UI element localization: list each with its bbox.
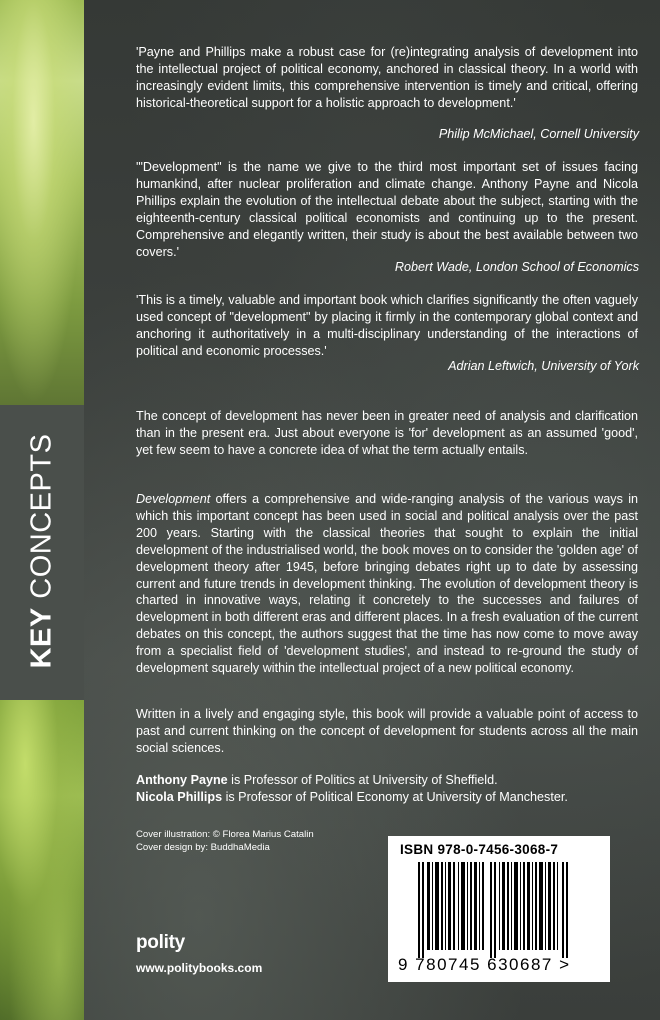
description-paragraph-2 — [136, 491, 638, 677]
review-attribution-3: Adrian Leftwich, University of York — [448, 359, 639, 373]
description-paragraph-1: The concept of development has never been in greater need of analysis and clarification than in the present era. Just about everyone is 'for' development as an assumed 'good', yet few seem to have a concrete idea of what the term actually entails. — [136, 409, 638, 457]
design-credit: Cover design by: BuddhaMedia — [136, 842, 270, 853]
barcode-icon — [418, 862, 570, 958]
description-paragraph-2-body: offers a comprehensive and wide-ranging analysis of the various ways in which this important concept has been used in social and political analysis over the past 200 years. Starting with the classical theories that sought to explain the initial development of the industrialised world, the book moves on to consider the 'golden age' of development theory after 1945, before bringing debates right up to date by assessing current and future trends in development thinking. The evolution of development theory is charted in innovative ways, relating it concretely to the successes and failures of development in both different eras and different places. In a fresh evaluation of the current debates on this concept, the authors suggest that the time has now come to move away from a specialist field of 'development studies', and instead to re-ground the study of development squarely within the intellectual project of a new political economy. — [136, 492, 638, 676]
author-bio-2 — [136, 789, 638, 806]
review-quote-3: 'This is a timely, valuable and important book which clarifies significantly the often vaguely used concept of "development" by placing it firmly in the contemporary global context and anchoring it authoritatively in a multi-disciplinary understanding of the interactions of political and economic processes.' — [136, 293, 638, 358]
book-title: Development — [136, 492, 211, 506]
author-bio-2-text: is Professor of Political Economy at University of Manchester. — [222, 790, 568, 804]
cover-credits — [136, 828, 314, 854]
review-attribution-2: Robert Wade, London School of Economics — [394, 260, 639, 274]
barcode-digits: 9 780745 630687 > — [398, 955, 571, 974]
spine-leaf-image-top — [0, 0, 84, 405]
illustration-credit: Cover illustration: © Florea Marius Catalin — [136, 829, 314, 840]
author-name-1: Anthony Payne — [136, 773, 228, 787]
publisher-website: www.politybooks.com — [136, 961, 263, 975]
review-quote-2: '"Development" is the name we give to the third most important set of issues facing humankind, after nuclear proliferation and climate change. Anthony Payne and Nicola Phillips explain the evolution of the intellectual debate about the subject, starting with the eighteenth-century classical political economists and continuing up to the present. Comprehensive and elegantly written, their study is about the best available between two covers.' — [136, 160, 638, 259]
author-bio-1-text: is Professor of Politics at University of Sheffield. — [227, 773, 498, 787]
publisher-logo: polity — [136, 932, 185, 953]
series-label — [26, 434, 59, 669]
series-label-strong: KEY — [25, 607, 58, 669]
isbn-label: ISBN 978-0-7456-3068-7 — [400, 842, 559, 857]
author-name-2: Nicola Phillips — [136, 790, 223, 804]
review-attribution-1: Philip McMichael, Cornell University — [438, 127, 639, 141]
spine-strip — [0, 0, 84, 1020]
barcode-box — [388, 836, 610, 982]
author-bio-1 — [136, 772, 638, 789]
series-label-light: CONCEPTS — [25, 433, 58, 599]
spine-leaf-image-bottom — [0, 700, 84, 1020]
main-panel — [84, 0, 660, 1020]
review-quote-1: 'Payne and Phillips make a robust case for (re)integrating analysis of development into the intellectual project of political economy, anchored in classical theory. In a world with increasingly evident limits, this comprehensive intervention is timely and critical, offering historical-theoretical support for a holistic approach to development.' — [136, 45, 638, 110]
description-paragraph-3: Written in a lively and engaging style, this book will provide a valuable point of access to past and current thinking on the concept of development for students across all the main social sciences. — [136, 707, 638, 755]
